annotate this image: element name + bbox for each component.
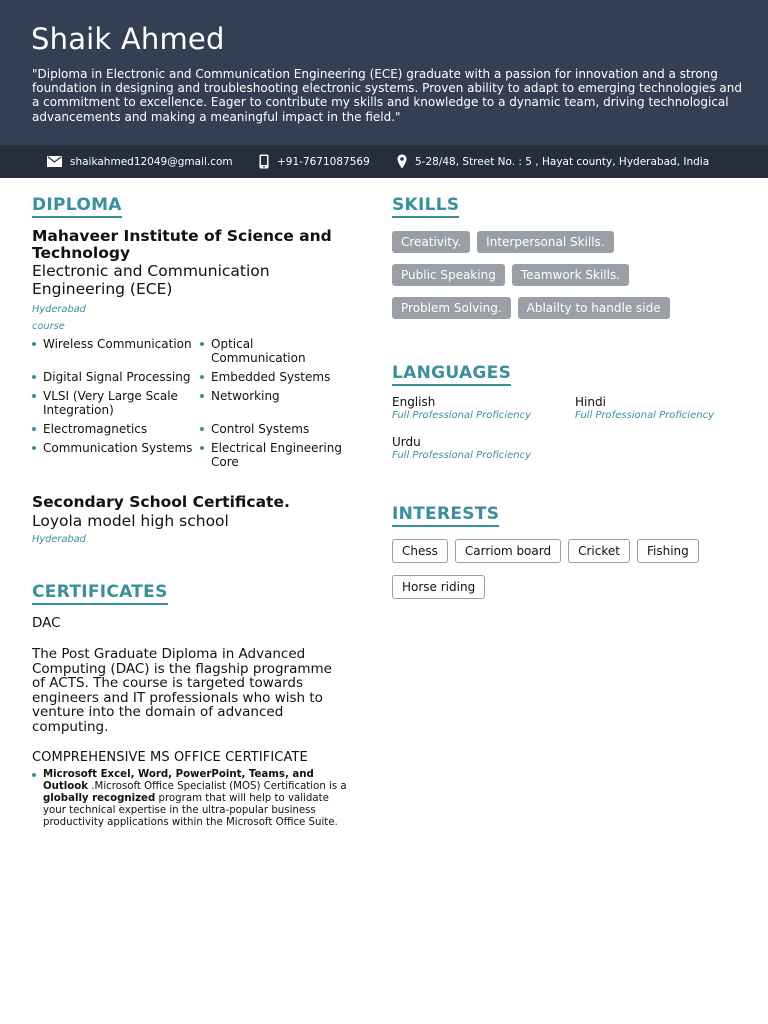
email-contact[interactable] (47, 145, 233, 178)
course-item: Networking (200, 389, 350, 417)
header (0, 0, 768, 145)
school-certificate-title: Secondary School Certificate. (32, 493, 290, 511)
course-item: Embedded Systems (200, 370, 350, 384)
address-text: 5-28/48, Street No. : 5 , Hayat county, Hyderabad, India (415, 155, 710, 168)
section-title-skills: SKILLS (392, 195, 459, 218)
course-item: Digital Signal Processing (32, 370, 200, 384)
address-contact (397, 145, 709, 178)
language-name: Urdu (392, 435, 421, 449)
diploma-location: Hyderabad (32, 304, 86, 315)
skill-tag: Creativity. (392, 231, 470, 253)
skill-tag: Interpersonal Skills. (477, 231, 613, 253)
interest-tag: Fishing (637, 539, 699, 563)
degree-name: Electronic and Communication Engineering (ECE) (32, 262, 270, 298)
diploma-section (32, 195, 352, 469)
course-item: Wireless Communication (32, 337, 200, 365)
bullet-bold-text: Microsoft Excel, Word, PowerPoint, Teams, and Outlook (43, 769, 314, 792)
certificate-bullet (32, 769, 348, 829)
language-item (392, 435, 575, 462)
interests-list (392, 539, 742, 599)
language-name: English (392, 395, 436, 409)
school-name: Loyola model high school (32, 512, 229, 530)
skill-tag: Problem Solving. (392, 297, 511, 319)
certificate-name: DAC (32, 615, 61, 631)
location-pin-icon (397, 154, 407, 169)
bullet-bold-text: globally recognized (43, 793, 156, 804)
language-level: Full Professional Proficiency (392, 410, 531, 421)
language-list (392, 395, 742, 462)
section-title-diploma: DIPLOMA (32, 195, 122, 218)
language-level: Full Professional Proficiency (392, 450, 531, 461)
interest-tag: Cricket (568, 539, 630, 563)
left-column (32, 195, 352, 829)
certificate-description: The Post Graduate Diploma in Advanced Computing (DAC) is the flagship programme of ACTS. The course is targeted towards engineers and IT professionals who wish to venture into the domain of advanced computing. (32, 646, 332, 735)
languages-section (392, 363, 742, 462)
profile-summary: "Diploma in Electronic and Communication Engineering (ECE) graduate with a passion for innovation and a strong foundation in designing and troubleshooting electronic systems. Proven ability to adapt to emerging technologies and a commitment to excellence. Eager to contribute my skills and knowledge to a dynamic team, driving technological advancements and making a meaningful impact in the field." (32, 67, 742, 124)
candidate-name: Shaik Ahmed (31, 22, 225, 56)
course-item: Electrical Engineering Core (200, 441, 350, 469)
school-location: Hyderabad (32, 534, 86, 545)
course-item: Control Systems (200, 422, 350, 436)
interest-tag: Carriom board (455, 539, 561, 563)
certificate-bullets (32, 769, 352, 829)
course-item: VLSI (Very Large Scale Integration) (32, 389, 200, 417)
institution-name: Mahaveer Institute of Science and Technology (32, 227, 332, 262)
mobile-phone-icon (259, 154, 269, 169)
section-title-certificates: CERTIFICATES (32, 582, 168, 605)
course-item: Electromagnetics (32, 422, 200, 436)
language-name: Hindi (575, 395, 606, 409)
course-item: Communication Systems (32, 441, 200, 469)
course-list (32, 337, 352, 469)
skills-list (392, 231, 692, 319)
language-item (575, 395, 745, 422)
email-text: shaikahmed12049@gmail.com (70, 155, 233, 168)
interests-section (392, 504, 742, 599)
language-item (392, 395, 575, 422)
interest-tag: Horse riding (392, 575, 485, 599)
section-title-interests: INTERESTS (392, 504, 499, 527)
certificates-section (32, 582, 352, 829)
envelope-icon (47, 156, 62, 167)
certificate-name: COMPREHENSIVE MS OFFICE CERTIFICATE (32, 750, 308, 765)
right-column (392, 195, 742, 599)
phone-text: +91-7671087569 (277, 155, 370, 168)
school-section (32, 493, 352, 548)
bullet-text: .Microsoft Office Specialist (MOS) Certification is a (88, 781, 347, 792)
phone-contact[interactable] (259, 145, 370, 178)
skill-tag: Ablailty to handle side (518, 297, 670, 319)
skill-tag: Public Speaking (392, 264, 505, 286)
section-title-languages: LANGUAGES (392, 363, 511, 386)
skills-section (392, 195, 742, 319)
interest-tag: Chess (392, 539, 448, 563)
diploma-note: course (32, 321, 65, 332)
bullet-text: program that will help to validate your technical expertise in the ultra-popular business productivity applications within the Microsoft Office Suite. (43, 793, 338, 828)
course-item: Optical Communication (200, 337, 350, 365)
contact-bar (0, 145, 768, 178)
skill-tag: Teamwork Skills. (512, 264, 629, 286)
language-level: Full Professional Proficiency (575, 410, 714, 421)
